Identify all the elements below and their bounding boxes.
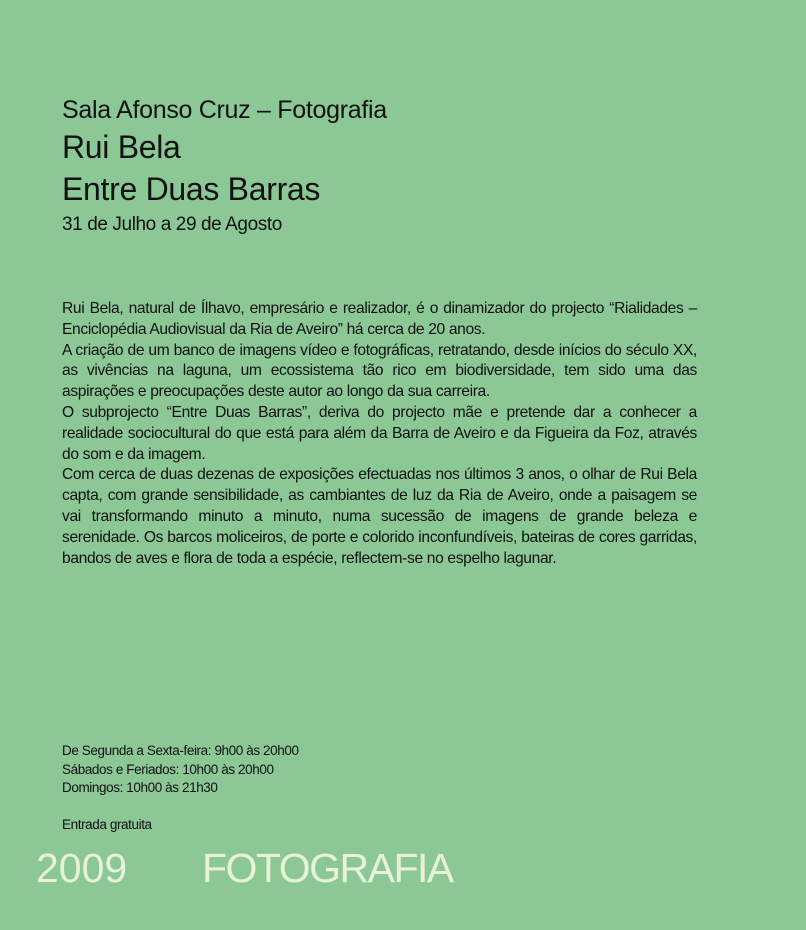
event-header bbox=[62, 94, 702, 238]
admission-info: Entrada gratuita bbox=[62, 817, 152, 832]
description bbox=[62, 299, 697, 569]
footer-category: FOTOGRAFIA bbox=[202, 845, 453, 891]
description-paragraph: Rui Bela, natural de Ílhavo, empresário e realizador, é o dinamizador do projecto “Rialidades – Enciclopédia Audiovisual da Ria de Aveiro” há cerca de 20 anos. bbox=[62, 300, 697, 338]
hours-sundays: Domingos: 10h00 às 21h30 bbox=[62, 780, 218, 795]
hours-weekdays: De Segunda a Sexta-feira: 9h00 às 20h00 bbox=[62, 743, 299, 758]
description-paragraph: A criação de um banco de imagens vídeo e fotográficas, retratando, desde inícios do século XX, as vivências na laguna, um ecossistema tão rico em biodiversidade, tem sido uma das aspirações e preocupações deste autor ao longo da sua carreira. bbox=[62, 341, 697, 401]
footer-banner bbox=[36, 843, 453, 893]
opening-hours bbox=[62, 742, 299, 798]
exhibition-dates: 31 de Julho a 29 de Agosto bbox=[62, 214, 282, 235]
footer-year: 2009 bbox=[36, 845, 128, 891]
hours-saturdays-holidays: Sábados e Feriados: 10h00 às 20h00 bbox=[62, 761, 274, 777]
artist-name: Rui Bela bbox=[62, 129, 181, 165]
description-paragraph: O subprojecto “Entre Duas Barras”, deriva do projecto mãe e pretende dar a conhecer a realidade sociocultural do que está para além da Barra de Aveiro e da Figueira da Foz, através do som e da imagem. bbox=[62, 403, 697, 463]
description-paragraph: Com cerca de duas dezenas de exposições efectuadas nos últimos 3 anos, o olhar de Rui Bela capta, com grande sensibilidade, as cambiantes de luz da Ria de Aveiro, onde a paisagem se vai transformando minuto a minuto, numa sucessão de imagens de grande beleza e serenidade. Os barcos moliceiros, de porte e colorido inconfundíveis, bateiras de cores garridas, bandos de aves e flora de toda a espécie, reflectem-se no espelho lagunar. bbox=[62, 466, 697, 567]
exhibition-title: Entre Duas Barras bbox=[62, 171, 321, 207]
venue-line: Sala Afonso Cruz – Fotografia bbox=[62, 96, 387, 124]
